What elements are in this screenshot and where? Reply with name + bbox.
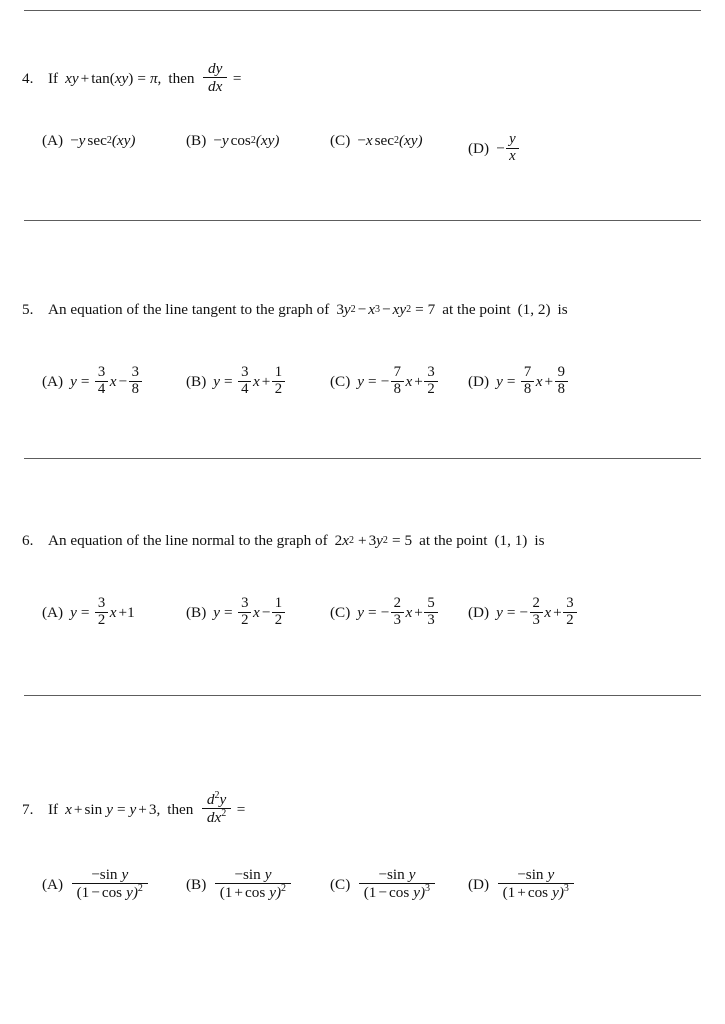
question-4-option-c[interactable]: (C) − x sec 2 (xy) [330, 132, 423, 149]
option-fraction [215, 867, 291, 900]
q6-point: (1, 1) [494, 532, 528, 549]
question-5-option-b[interactable] [186, 366, 287, 398]
option-lhs: y [213, 373, 220, 391]
q7-sin: sin [84, 800, 103, 818]
option-xvar: x [535, 373, 543, 391]
option-slope-fraction [238, 365, 251, 397]
den-power: 3 [563, 882, 569, 894]
den-op: + [517, 883, 526, 901]
option-fraction [72, 867, 148, 900]
option-xvar: x [544, 604, 552, 622]
option-op: + [414, 373, 423, 391]
option-intercept-fraction [272, 365, 285, 397]
option-intercept-fraction [424, 596, 437, 628]
intercept-numerator: 1 [274, 364, 283, 381]
option-fraction [359, 867, 435, 900]
question-7-option-a[interactable] [42, 868, 149, 901]
q5-t1-var: y [343, 301, 351, 318]
question-7-stem [22, 790, 246, 826]
q4-comma: , [157, 69, 162, 87]
den-var: y) [413, 883, 426, 901]
intercept-numerator: 5 [427, 595, 435, 612]
option-intercept-fraction [563, 596, 576, 628]
option-slope-fraction [95, 596, 108, 628]
q4-lhs-xy: xy [65, 69, 79, 87]
option-intercept-whole: 1 [127, 604, 135, 622]
den-open: (1 [363, 883, 377, 901]
question-7-options [0, 866, 725, 901]
q5-lead-text: An equation of the line tangent to the graph of [48, 301, 330, 318]
divider-after-q6 [24, 695, 701, 696]
intercept-numerator: 9 [557, 364, 565, 381]
q4-derivative-numerator: dy [208, 60, 223, 78]
divider-after-q5 [24, 458, 701, 459]
question-6-stem: 6. An equation of the line normal to the graph of 2 x 2 + 3 y 2 = 5 at the point (1, 1) is [22, 532, 545, 549]
option-func: sec [374, 132, 394, 149]
option-slope-fraction [521, 365, 534, 397]
option-intercept-fraction [424, 365, 437, 397]
den-var: y) [269, 883, 282, 901]
option-op: + [261, 373, 271, 391]
option-label: (C) [330, 373, 351, 391]
num-var: y [547, 866, 555, 884]
option-slope-fraction [95, 365, 108, 397]
question-7-option-d[interactable] [468, 868, 575, 901]
option-equals: = [506, 604, 516, 622]
option-op: + [118, 604, 128, 622]
option-slope-fraction [391, 596, 404, 628]
option-fraction [506, 132, 519, 164]
q5-t3-var: xy [392, 301, 407, 318]
den-op: + [234, 883, 243, 901]
option-label: (C) [330, 875, 351, 893]
option-var: y [78, 132, 86, 149]
option-lhs: y [213, 604, 220, 622]
intercept-denominator: 8 [555, 381, 568, 398]
option-op: − [118, 373, 128, 391]
num-sign: − [517, 866, 526, 884]
question-4-stem [22, 62, 241, 95]
option-fraction-denominator [215, 883, 291, 900]
slope-denominator: 8 [521, 381, 534, 398]
slope-numerator: 3 [241, 595, 249, 612]
slope-denominator: 2 [95, 612, 108, 629]
question-6-number: 6. [22, 532, 34, 549]
q6-op1: + [358, 532, 367, 549]
option-fraction-denominator: x [506, 148, 519, 165]
option-op: + [414, 604, 423, 622]
num-fn: sin [525, 866, 544, 884]
option-op: − [261, 604, 271, 622]
den-power: 2 [137, 882, 143, 894]
slope-numerator: 3 [97, 364, 106, 381]
option-arg: (xy) [399, 132, 423, 149]
option-label: (B) [186, 875, 207, 893]
option-equals: = [368, 604, 377, 622]
intercept-denominator: 8 [129, 381, 142, 398]
question-5-option-d[interactable] [468, 366, 570, 398]
den-fn: cos [101, 883, 123, 901]
option-label: (D) [468, 140, 490, 158]
den-op: − [91, 883, 100, 901]
option-label: (D) [468, 604, 490, 622]
den-open: (1 [219, 883, 233, 901]
option-fraction-denominator [359, 883, 435, 900]
intercept-numerator: 3 [566, 595, 574, 612]
q4-derivative-denominator: dx [203, 77, 227, 94]
q7-rhs-num: 3 [148, 800, 157, 818]
option-label: (B) [186, 132, 207, 149]
option-xvar: x [109, 604, 117, 622]
option-func: cos [230, 132, 251, 149]
question-4-option-a[interactable]: (A) − y sec 2 (xy) [42, 132, 136, 149]
num-fn: sin [242, 866, 261, 884]
q6-equals: = [391, 532, 401, 549]
q6-lead-text: An equation of the line normal to the graph of [48, 532, 328, 549]
q7-equals: = [116, 800, 126, 818]
option-fraction-numerator [373, 867, 420, 883]
intercept-denominator: 2 [272, 612, 285, 629]
question-4-option-d[interactable] [468, 133, 520, 165]
q6-at-the-point: at the point [419, 532, 488, 549]
q5-t1-coeff: 3 [336, 301, 344, 318]
num-sign: − [234, 866, 243, 884]
option-lhs: y [70, 373, 77, 391]
q4-tan: tan( [91, 69, 115, 87]
q7-derivative-equals: = [236, 800, 246, 818]
den-fn: cos [244, 883, 266, 901]
q7-second-derivative-fraction [202, 792, 231, 825]
num-var: y [408, 866, 416, 884]
q5-rhs: 7 [427, 301, 436, 318]
option-func: sec [87, 132, 107, 149]
question-4-options [0, 131, 725, 165]
option-intercept-fraction [129, 365, 142, 397]
q7-plus: + [73, 800, 83, 818]
option-xvar: x [252, 604, 260, 622]
option-arg: (xy) [111, 132, 136, 149]
intercept-denominator: 2 [424, 381, 437, 398]
question-5-number: 5. [22, 301, 34, 318]
q4-plus: + [80, 69, 90, 87]
option-sign: − [496, 140, 505, 158]
option-label: (A) [42, 132, 64, 149]
option-intercept-fraction [272, 596, 285, 628]
option-fraction [498, 867, 574, 900]
option-equals: = [368, 373, 377, 391]
option-label: (D) [468, 373, 490, 391]
option-var: x [365, 132, 373, 149]
slope-denominator: 8 [391, 381, 404, 398]
q5-op2: − [382, 301, 391, 318]
slope-numerator: 3 [241, 364, 249, 381]
question-6-options [0, 595, 725, 629]
den-fn: cos [388, 883, 410, 901]
q4-tan-arg: xy [114, 69, 129, 87]
intercept-numerator: 3 [131, 364, 139, 381]
option-fraction-numerator [86, 867, 133, 883]
option-lhs: y [496, 604, 503, 622]
option-slope-sign: − [380, 604, 390, 622]
option-op: + [544, 373, 554, 391]
num-var: y [121, 866, 129, 884]
q6-t2-var: y [376, 532, 383, 549]
q6-word-is: is [534, 532, 545, 549]
q6-t1-coeff: 2 [334, 532, 343, 549]
option-equals: = [506, 373, 516, 391]
option-sign: − [357, 132, 366, 149]
q4-derivative-equals: = [232, 69, 242, 87]
den-power: 2 [281, 882, 287, 894]
q5-equals: = [415, 301, 424, 318]
option-label: (D) [468, 875, 490, 893]
question-6-option-c[interactable] [330, 597, 439, 629]
option-label: (A) [42, 604, 64, 622]
den-fn: cos [527, 883, 549, 901]
intercept-numerator: 3 [427, 364, 435, 381]
intercept-denominator: 3 [424, 612, 437, 629]
q7-word-if: If [48, 800, 59, 818]
question-5-option-a[interactable] [42, 366, 144, 398]
slope-denominator: 2 [238, 612, 251, 629]
option-sign: − [70, 132, 79, 149]
option-sign: − [213, 132, 222, 149]
question-4-option-b[interactable]: (B) − y cos 2 (xy) [186, 132, 280, 149]
slope-denominator: 3 [391, 612, 404, 629]
option-xvar: x [109, 373, 117, 391]
option-label: (A) [42, 373, 64, 391]
q6-t2-coeff: 3 [368, 532, 377, 549]
option-slope-fraction [530, 596, 543, 628]
intercept-denominator: 2 [272, 381, 285, 398]
den-power: 3 [425, 882, 431, 894]
option-fraction-numerator [229, 867, 276, 883]
question-4-number: 4. [22, 69, 34, 87]
question-7-option-c[interactable] [330, 868, 437, 901]
option-fraction-denominator [72, 883, 148, 900]
question-5-stem: 5. An equation of the line tangent to the graph of 3 y 2 − x 3 − xy 2 = 7 at the point (1, 2) is [22, 301, 568, 318]
question-5-option-c[interactable] [330, 366, 439, 398]
option-lhs: y [70, 604, 77, 622]
q7-comma: , [156, 800, 161, 818]
option-slope-fraction [238, 596, 251, 628]
q7-word-then: then [167, 800, 194, 818]
question-7-number: 7. [22, 800, 34, 818]
q5-at-the-point: at the point [442, 301, 511, 318]
q5-word-is: is [557, 301, 568, 318]
option-label: (A) [42, 875, 64, 893]
divider-after-q4 [24, 220, 701, 221]
question-6-option-a[interactable] [42, 597, 135, 629]
q7-derivative-denominator [202, 808, 231, 825]
option-lhs: y [496, 373, 503, 391]
option-label: (B) [186, 373, 207, 391]
option-slope-fraction [391, 365, 404, 397]
q4-equals: = [137, 69, 146, 87]
intercept-numerator: 1 [274, 595, 283, 612]
den-op: − [378, 883, 387, 901]
divider-top [24, 10, 701, 11]
option-equals: = [224, 604, 233, 622]
slope-numerator: 7 [393, 364, 402, 381]
option-xvar: x [252, 373, 260, 391]
option-arg: (xy) [255, 132, 280, 149]
question-6-option-d[interactable] [468, 597, 578, 629]
q7-derivative-numerator [202, 792, 231, 808]
option-intercept-fraction [555, 365, 568, 397]
q7-sin-arg: y [106, 800, 113, 818]
q4-pi: π [149, 69, 158, 87]
option-equals: = [224, 373, 233, 391]
question-5-options [0, 364, 725, 398]
q4-derivative-fraction [203, 61, 227, 94]
num-var: y [264, 866, 272, 884]
slope-denominator: 4 [238, 381, 251, 398]
q7-num-d: d [206, 791, 215, 809]
question-7-option-b[interactable] [186, 868, 293, 901]
q7-rhs-plus: + [138, 800, 147, 818]
q4-word-if: If [48, 69, 59, 87]
q5-op1: − [357, 301, 367, 318]
option-label: (B) [186, 604, 207, 622]
q4-word-then: then [168, 69, 195, 87]
q5-t2-var: x [368, 301, 375, 318]
q7-den-d: dx [206, 808, 222, 826]
den-var: y) [552, 883, 564, 901]
slope-denominator: 3 [530, 612, 543, 629]
option-label: (C) [330, 604, 351, 622]
intercept-denominator: 2 [563, 612, 576, 629]
q7-x: x [65, 800, 72, 818]
num-sign: − [378, 866, 387, 884]
num-fn: sin [99, 866, 118, 884]
option-fraction-numerator [512, 867, 559, 883]
option-equals: = [80, 604, 90, 622]
option-equals: = [80, 373, 90, 391]
option-label: (C) [330, 132, 351, 149]
num-fn: sin [386, 866, 405, 884]
option-xvar: x [405, 373, 413, 391]
option-lhs: y [357, 604, 364, 622]
slope-numerator: 3 [97, 595, 106, 612]
slope-denominator: 4 [95, 381, 108, 398]
option-slope-sign: − [380, 373, 390, 391]
q6-t1-var: x [342, 532, 349, 549]
den-var: y) [126, 883, 138, 901]
q4-tan-close: ) [128, 69, 134, 87]
slope-numerator: 2 [532, 595, 540, 612]
option-fraction-numerator: y [509, 131, 516, 148]
question-6-option-b[interactable] [186, 597, 287, 629]
q7-num-y: y [219, 791, 227, 809]
option-slope-sign: − [519, 604, 528, 622]
option-xvar: x [405, 604, 413, 622]
option-var: y [221, 132, 229, 149]
num-sign: − [91, 866, 100, 884]
slope-numerator: 2 [393, 595, 402, 612]
q5-point: (1, 2) [517, 301, 551, 318]
option-fraction-denominator [498, 883, 574, 900]
q7-num-pow: 2 [214, 790, 220, 802]
q7-den-pow: 2 [221, 807, 227, 819]
option-lhs: y [357, 373, 364, 391]
option-op: + [553, 604, 562, 622]
den-open: (1 [502, 883, 516, 901]
q6-rhs: 5 [404, 532, 413, 549]
den-open: (1 [76, 883, 90, 901]
q7-rhs-y: y [129, 800, 137, 818]
slope-numerator: 7 [523, 364, 532, 381]
